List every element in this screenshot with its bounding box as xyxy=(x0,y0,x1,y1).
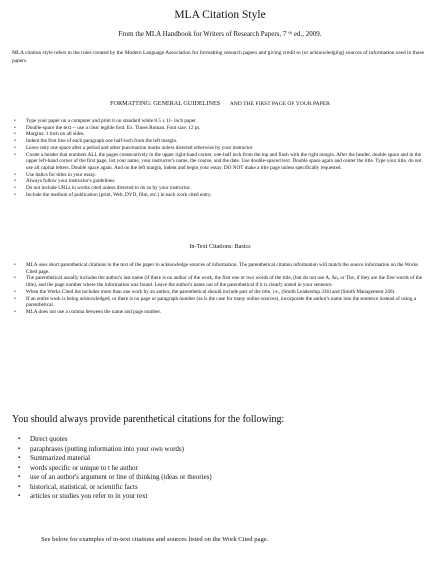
formatting-list xyxy=(14,118,424,198)
always-heading: You should always provide parenthetical citations for the following: xyxy=(12,414,285,425)
list-item: ▪ paraphrases (putting information into your own words) xyxy=(18,445,418,455)
list-item: • Use italics for titles in your essay. xyxy=(14,172,424,179)
list-item: • Leave only one space after a period and other punctuation marks unless directed otherwise by your instructor xyxy=(14,145,424,152)
formatting-heading-main: FORMATTING: GENERAL GUIDELINES xyxy=(110,100,221,107)
list-item: ▪ use of an author's argument or line of thinking (ideas or theories) xyxy=(18,473,418,483)
always-list xyxy=(18,435,418,502)
list-item: • Margins: 1 inch on all sides. xyxy=(14,131,424,138)
in-text-list xyxy=(14,262,424,316)
list-item: • Indent the first line of each paragraph one half-inch from the left margin. xyxy=(14,138,424,145)
list-item: • MLA does not use a comma between the name and page number. xyxy=(14,309,424,316)
list-item: • Include the medium of publication (print, Web, DVD, film, etc.) in each work cited entry. xyxy=(14,192,424,199)
list-item: • MLA uses short parenthetical citations in the text of the paper to acknowledge sources of information. The parenthetical citation information will match the source information on the Works Cited page. xyxy=(14,262,424,275)
subtitle-superscript: th xyxy=(288,30,292,35)
subtitle-source: From the MLA Handbook for Writers of Research Papers, 7 xyxy=(118,30,287,38)
list-item: ▪ Direct quotes xyxy=(18,435,418,445)
list-item: • Create a header that numbers ALL the pages consecutively in the upper right-hand corner, one-half inch from the top and flush with the right margin. After the header, double space and in the upper left-hand corner of the first page, list your name, your instructor's name, the course, and the date. Use double-spaced text. Double space again and center the title. Type your title, do not use all capital letters. Double space again. And on the left margin, indent and begin your essay. DO NOT make a title page unless specifically requested. xyxy=(14,152,424,172)
list-item: ▪ articles or studies you refer to in your text xyxy=(18,492,418,502)
intro-paragraph: MLA citation style refers to the rules created by the Modern Language Association for formatting research papers and giving credit to (or acknowledging) sources of information used in those papers. xyxy=(12,50,424,64)
formatting-heading-sub: AND THE FIRST PAGE OF YOUR PAPER xyxy=(229,101,330,107)
footer-note: See below for examples of in-text citations and sources listed on the Work Cited page. xyxy=(41,536,269,543)
document-subtitle xyxy=(0,30,440,38)
list-item: • Type your paper on a computer and print it on standard white 8.5 x 11- inch paper xyxy=(14,118,424,125)
list-item: • Double-space the text -- use a clear legible font. Ex. Times Roman. Font size: 12 pt. xyxy=(14,125,424,132)
list-item: ▪ historical, statistical, or scientific facts xyxy=(18,483,418,493)
document-title: MLA Citation Style xyxy=(174,9,266,21)
list-item: ▪ words specific or unique to t he author xyxy=(18,464,418,474)
subtitle-edition: ed., 2009. xyxy=(293,30,322,38)
list-item: • When the Works Cited list includes more than one work by an author, the parenthetical should include part of the title, i.e., (Smith Leadership 336) and (Smith Management 246). xyxy=(14,289,424,296)
formatting-heading xyxy=(0,100,440,107)
list-item: • If an entire work is being acknowledged, or there is no page or paragraph number (as is the case for many online sources), incorporate the author's name into the sentence instead of using a parenthetical. xyxy=(14,296,424,309)
list-item: ▪ Summarized material xyxy=(18,454,418,464)
in-text-heading: In-Text Citations: Basics xyxy=(189,243,251,250)
list-item: • Do not include URLs in works cited unless directed to do so by your instructor. xyxy=(14,185,424,192)
list-item: • The parenthetical usually includes the author's last name (if there is no author of the work, the first one or two words of the title, (but do not use A, An, or The, if they are the first words of the title), and the page number where the information was found. Leave the author's name out of the parenthetical if it is clearly stated in your sentence. xyxy=(14,275,424,288)
list-item: • Always follow your instructor's guidelines. xyxy=(14,178,424,185)
